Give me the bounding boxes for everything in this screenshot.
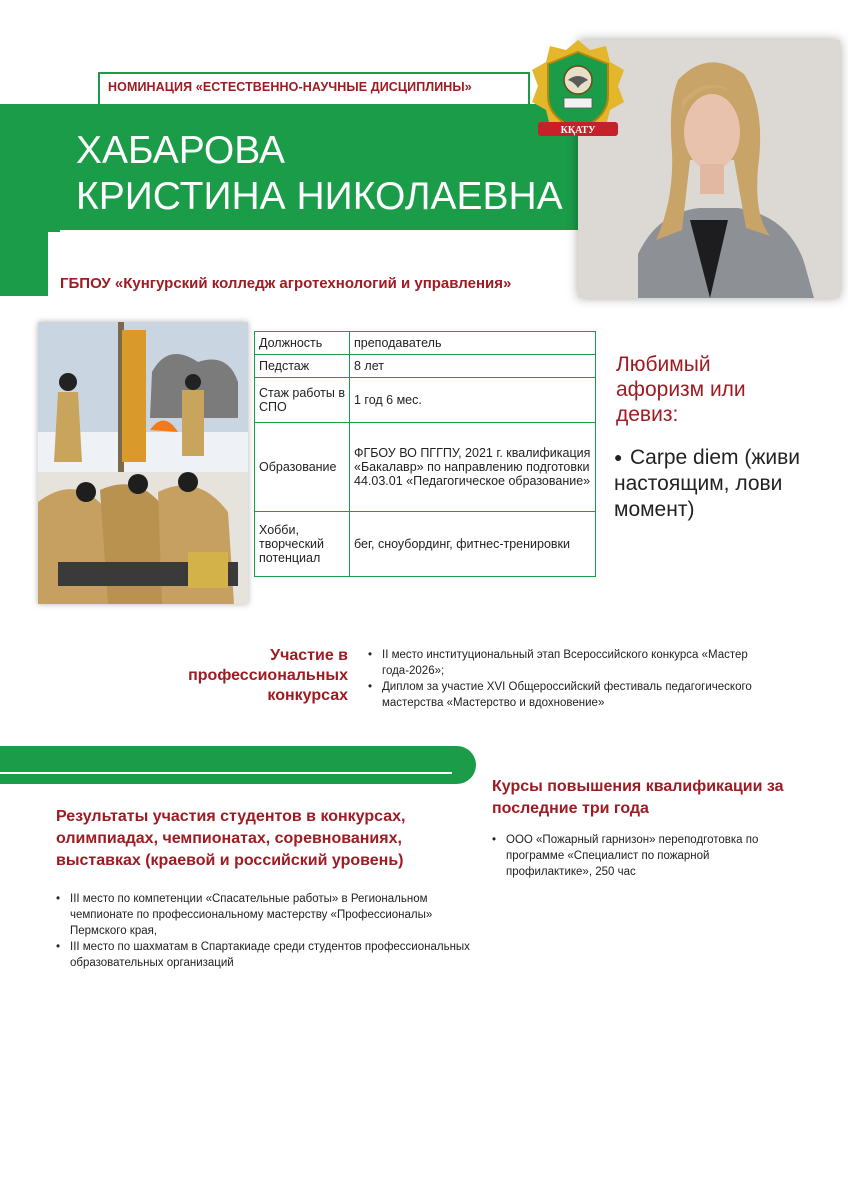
table-value: бег, сноубординг, фитнес-тренировки [350, 512, 596, 577]
teacher-given-names: КРИСТИНА НИКОЛАЕВНА [76, 175, 563, 218]
courses-heading: Курсы повышения квалификации за последние три года [492, 778, 784, 817]
table-row [255, 423, 596, 512]
list-item [492, 832, 792, 880]
divider-line [0, 772, 452, 774]
table-key: Хобби, творческий потенциал [255, 512, 350, 577]
bullet-icon: • [368, 649, 373, 661]
list-item [56, 939, 476, 971]
table-row [255, 378, 596, 423]
list-item-text: III место по шахматам в Спартакиаде среди студентов профессиональных образовательных организаций [70, 941, 470, 969]
results-list [56, 891, 476, 971]
name-underline [60, 230, 584, 232]
list-item-text: ООО «Пожарный гарнизон» переподготовка по программе «Специалист по пожарной профилактике», 250 час [506, 834, 759, 878]
teacher-info-table [254, 331, 596, 577]
courses-list [492, 832, 792, 880]
table-row [255, 512, 596, 577]
list-item-text: Диплом за участие XVI Общероссийский фестиваль педагогического мастерства «Мастерство и вдохновение» [382, 681, 752, 709]
table-value: преподаватель [350, 332, 596, 355]
list-item [368, 679, 788, 711]
table-key: Должность [255, 332, 350, 355]
firefighting-photo-collage [38, 322, 248, 604]
list-item-text: II место институциональный этап Всероссийского конкурса «Мастер года-2026»; [382, 649, 748, 677]
bullet-icon: ● [614, 449, 623, 465]
teacher-surname: ХАБАРОВА [76, 129, 285, 172]
table-row [255, 355, 596, 378]
results-heading: Результаты участия студентов в конкурсах, олимпиадах, чемпионатах, соревнованиях, выставках (краевой и российский уровень) [56, 808, 406, 869]
institution-name: ГБПОУ «Кунгурский колледж агротехнологий и управления» [60, 275, 512, 292]
section-divider-band [0, 746, 476, 784]
motto-value: Carpe diem (живи настоящим, лови момент) [614, 446, 801, 521]
collage-illustration [38, 322, 248, 604]
table-key: Педстаж [255, 355, 350, 378]
college-emblem [524, 36, 632, 144]
teacher-name [76, 128, 563, 220]
bullet-icon: • [56, 941, 61, 953]
table-row [255, 332, 596, 355]
motto-heading: Любимый афоризм или девиз: [616, 353, 746, 426]
emblem-icon [524, 36, 632, 144]
motto-text [614, 444, 840, 523]
table-key: Образование [255, 423, 350, 512]
list-item-text: III место по компетенции «Спасательные работы» в Региональном чемпионате по профессиональному мастерству «Профессионалы» Пермского края, [70, 893, 433, 937]
table-key: Стаж работы в СПО [255, 378, 350, 423]
participation-heading: Участие в профессиональных конкурсах [188, 647, 348, 704]
table-value: ФГБОУ ВО ПГГПУ, 2021 г. квалификация «Бакалавр» по направлению подготовки 44.03.01 «Педагогическое образование» [350, 423, 596, 512]
emblem-lettering: КҚАТУ [560, 125, 596, 136]
list-item [56, 891, 476, 939]
table-value: 8 лет [350, 355, 596, 378]
bullet-icon: • [368, 681, 373, 693]
participation-list [368, 647, 788, 711]
table-value: 1 год 6 мес. [350, 378, 596, 423]
bullet-icon: • [56, 893, 61, 905]
nomination-title: НОМИНАЦИЯ «ЕСТЕСТВЕННО-НАУЧНЫЕ ДИСЦИПЛИНЫ» [108, 80, 472, 94]
bullet-icon: • [492, 834, 497, 846]
list-item [368, 647, 788, 679]
